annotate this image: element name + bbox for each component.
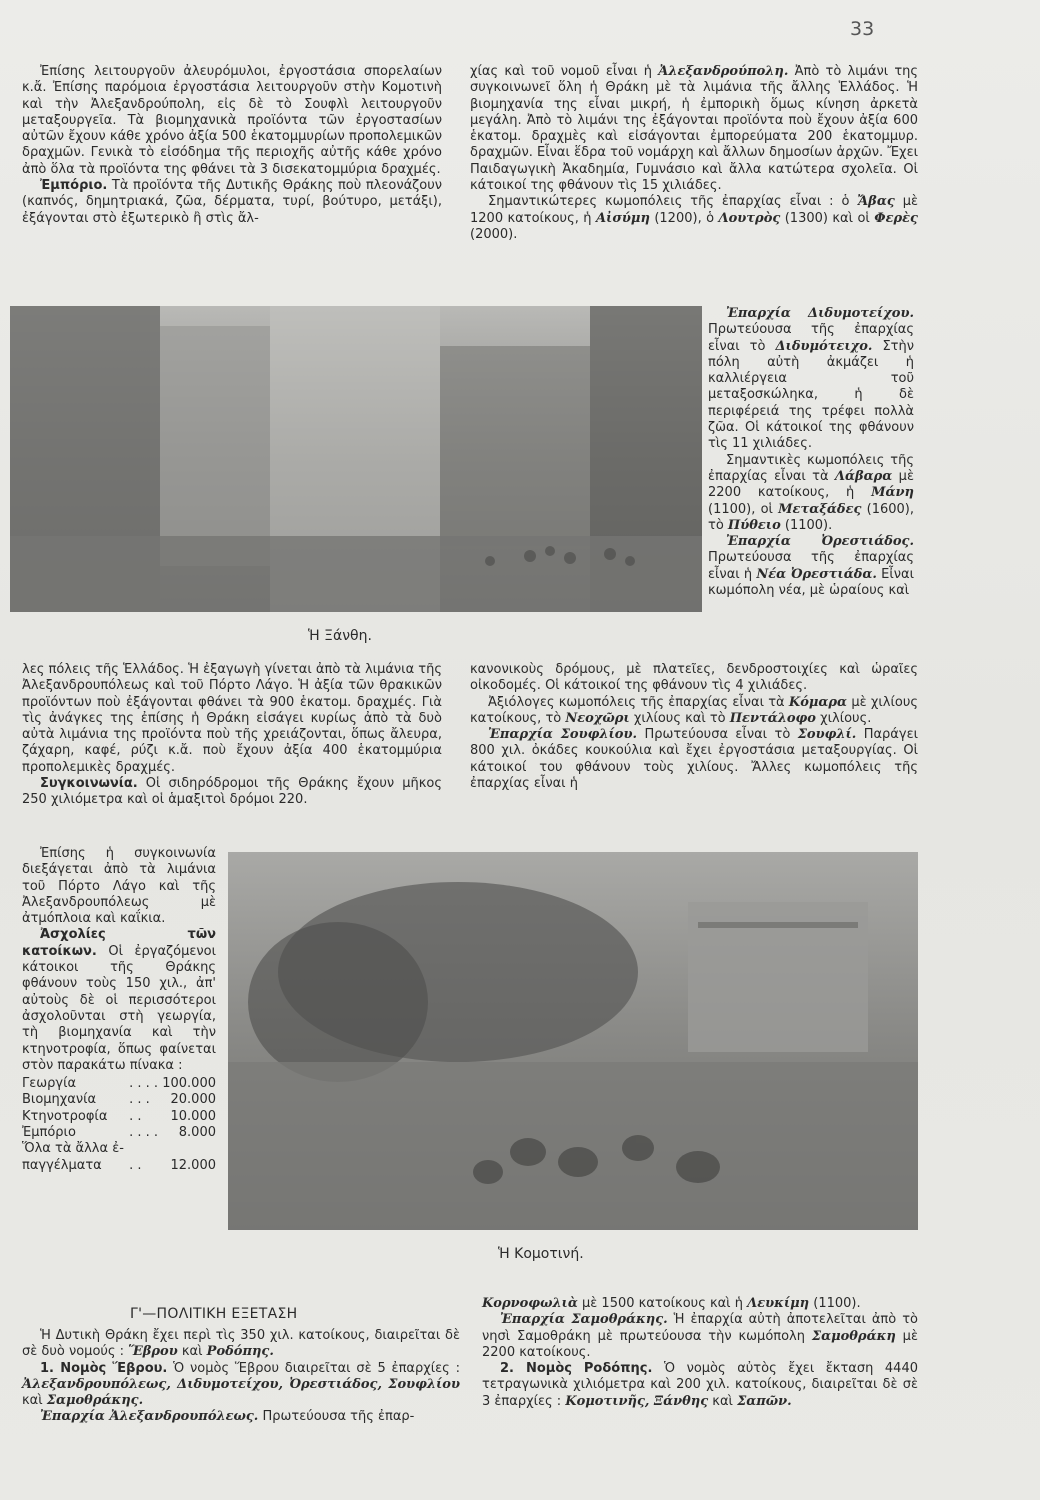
leader-dots: . . . [129,1092,150,1108]
occupation-label: παγγέλματα [22,1157,102,1173]
caption-xanthi: Ἡ Ξάνθη. [308,628,372,644]
paragraph-orestiada-towns: Ἀξιόλογες κωμοπόλεις τῆς ἐπαρχίας εἶναι τὰ Κόμαρα μὲ χιλίους κατοίκους, τὸ Νεοχῶρι χιλίους καὶ τὸ Πεντάλοφο χιλίους. [470,694,918,726]
photo-komotini [228,852,918,1230]
table-row [22,1076,216,1092]
paragraph-soufli: Ἐπαρχία Σουφλίου. Πρωτεύουσα εἶναι τὸ Σουφλί. Παράγει 800 χιλ. ὀκάδες κουκούλια καὶ ἔχει ἐργοστάσια μεταξουργίας. Οἱ κάτοικοί του φθάνουν τοὺς χιλίους. Ἄλλες κωμοπόλεις τῆς ἐπαρχίας εἶναι ἡ [470,727,918,792]
photo-xanthi [10,306,702,612]
right-top-text [470,64,918,243]
heading-asxolies: Ἀσχολίες τῶν κατοίκων. [22,927,216,959]
paragraph-orestiada-cont: κανονικοὺς δρόμους, μὲ πλατεῖες, δενδροστοιχίες καὶ ὡραῖες οἰκοδομές. Οἱ κάτοικοί της φθάνουν τὶς 4 χιλιάδες. [470,662,918,694]
paragraph-industry: Ἐπίσης λειτουργοῦν ἀλευρόμυλοι, ἐργοστάσια σπορελαίων κ.ἄ. Ἐπίσης παρόμοια ἐργοστάσια λειτουργοῦν στὴν Κομοτινὴ καὶ τὴν Ἀλεξανδρούπολη, εἰς δὲ τὸ Σουφλὶ λειτουργοῦν μεταξουργεῖα. Τὰ βιομηχανικὰ προϊόντα τῶν ἐργοστασίων αὐτῶν ἔχουν κάθε χρόνο ἀξία 500 ἑκατομμυρίων προπολεμικῶν δραχμῶν. Γενικὰ τὸ εἰσόδημα τῆς περιοχῆς αὐτῆς κάθε χρόνο ἀπὸ ὅλα τὰ προϊόντα της φθάνει τὰ 3 δισεκατομμύρια δραχμές. [22,64,442,177]
section-title: Γ'—ΠΟΛΙΤΙΚΗ ΕΞΕΤΑΣΗ [130,1306,298,1322]
occupations-table [22,1076,216,1174]
paragraph-didymoteicho: Ἐπαρχία Διδυμοτείχου. Πρωτεύουσα τῆς ἐπαρχίας εἶναι τὸ Διδυμότειχο. Στὴν πόλη αὐτὴ ἀκμάζει ἡ καλλιέργεια τοῦ μεταξοσκώληκα, ἡ δὲ περιφέρειά της τρέφει πολλὰ ζῶα. Οἱ κάτοικοί της φθάνουν τὶς 11 χιλιάδες. [708,306,914,452]
table-row [22,1158,216,1174]
paragraph-soufli-cont: Κορνοφωλιὰ μὲ 1500 κατοίκους καὶ ἡ Λευκίμη (1100). [482,1296,861,1311]
bottom-left-text [22,1328,460,1426]
leader-dots: . . [129,1108,142,1124]
table-row [22,1092,216,1108]
heading-nomos-rodopis: 2. Νομὸς Ροδόπης. [500,1361,653,1377]
occupation-count: 100.000 [162,1076,216,1092]
paragraph-alexandroupoli-eparchy: Ἐπαρχία Ἀλεξανδρουπόλεως. Πρωτεύουσα τῆς ἐπαρ- [40,1409,415,1425]
heading-samothraki: Ἐπαρχία Σαμοθράκης. [500,1312,668,1328]
leader-dots: . . . . [129,1076,159,1092]
paragraph-west-thrace: Ἡ Δυτικὴ Θράκη ἔχει περὶ τὶς 350 χιλ. κατοίκους, διαιρεῖται δὲ σὲ δυὸ νομούς : Ἕβρου καὶ Ροδόπης. [22,1328,460,1360]
heading-orestiada: Ἐπαρχία Ὀρεστιάδος. [726,534,914,550]
heading-nomos-evrou: 1. Νομὸς Ἕβρου. [40,1360,168,1376]
leader-dots: . . . . [129,1125,159,1141]
heading-soufli: Ἐπαρχία Σουφλίου. [488,727,638,743]
paragraph-commerce: Ἐμπόριο. Τὰ προϊόντα τῆς Δυτικῆς Θράκης ποὺ πλεονάζουν (καπνός, δημητριακά, ζῶα, δέρματα, τυρί, βούτυρο, μετάξι), ἐξάγονται στὸ ἐξωτερικὸ ἢ στὶς ἄλ- [22,178,442,226]
page-number: 33 [850,18,875,40]
paragraph-nomos-rodopis: 2. Νομὸς Ροδόπης. Ὁ νομὸς αὐτὸς ἔχει ἔκταση 4440 τετραγωνικὰ χιλιόμετρα καὶ 200 χιλ. κατοίκους, διαιρεῖται δὲ σὲ 3 ἐπαρχίες : Κομοτινῆς, Ξάνθης καὶ Σαπῶν. [482,1361,918,1409]
table-row [22,1125,216,1141]
occupation-count: 20.000 [170,1092,216,1108]
right-mid-text [470,662,918,792]
occupation-count: 8.000 [178,1125,216,1141]
occupation-count: 10.000 [170,1108,216,1124]
bottom-right-text [482,1296,918,1410]
occupation-count: 12.000 [170,1157,216,1173]
occupation-label: Κτηνοτροφία [22,1108,108,1124]
right-didymoteicho-text [708,306,914,599]
caption-komotini: Ἡ Κομοτινή. [498,1246,584,1262]
leader-dots [129,1141,159,1157]
left-narrow-text [22,846,216,1174]
left-top-text [22,64,442,227]
table-row [22,1141,216,1157]
occupation-label: Γεωργία [22,1076,77,1092]
paragraph-alexandroupoli: χίας καὶ τοῦ νομοῦ εἶναι ἡ Ἀλεξανδρούπολη. Ἀπὸ τὸ λιμάνι της συγκοινωνεῖ ὅλη ἡ Θράκη μὲ τὰ λιμάνια τῆς ἄλλης Ἑλλάδος. Ἡ βιομηχανία της εἶναι μικρή, ἡ ἐμπορικὴ ὅμως κίνηση ἀρκετὰ μεγάλη. Ἀπὸ τὸ λιμάνι της ἐξάγονται προϊόντα ποὺ ἔχουν ἀξία 600 ἑκατομ. δραχμὲς καὶ εἰσάγονται ἐμπορεύματα 200 ἑκατομμυρ. δραχμῶν. Εἶναι ἕδρα τοῦ νομάρχη καὶ ἄλλων δημοσίων ἀρχῶν. Ἔχει Παιδαγωγικὴ Ἀκαδημία, Γυμνάσιο καὶ ἄλλα κατώτερα σχολεῖα. Οἱ κάτοικοί της φθάνουν τὶς 15 χιλιάδες. [470,64,919,194]
paragraph-didymoteicho-towns: Σημαντικὲς κωμοπόλεις τῆς ἐπαρχίας εἶναι τὰ Λάβαρα μὲ 2200 κατοίκους, ἡ Μάνη (1100), οἱ Μεταξάδες (1600), τὸ Πύθειο (1100). [708,452,914,533]
paragraph-transport: Συγκοινωνία. Οἱ σιδηρόδρομοι τῆς Θράκης ἔχουν μῆκος 250 χιλιόμετρα καὶ οἱ ἁμαξιτοὶ δρόμοι 220. [22,776,442,808]
table-row [22,1109,216,1125]
heading-alexandroupoli: Ἐπαρχία Ἀλεξανδρουπόλεως. [40,1409,259,1425]
occupation-label: Ὅλα τὰ ἄλλα ἐ- [22,1141,124,1157]
paragraph-exports: λες πόλεις τῆς Ἑλλάδος. Ἡ ἐξαγωγὴ γίνεται ἀπὸ τὰ λιμάνια τῆς Ἀλεξανδρουπόλεως καὶ τοῦ Πόρτο Λάγο. Ἡ ἀξία τῶν θρακικῶν προϊόντων ποὺ ἐξάγονται φθάνει τὰ 900 ἑκατομ. δραχμές. Γιὰ τὶς ἀνάγκες της ἐπίσης ἡ Θράκη εἰσάγει κυρίως ἀπὸ τὰ δυὸ αὐτὰ λιμάνια της προϊόντα ποὺ τῆς χρειάζονται, ὅπως ἄλευρα, ζάχαρη, καφέ, ρύζι κ.ἄ. ποὺ ἔχουν ἀξία 400 ἑκατομμύρια προπολεμικὲς δραχμές. [22,662,442,775]
paragraph-ports: Ἐπίσης ἡ συγκοινωνία διεξάγεται ἀπὸ τὰ λιμάνια τοῦ Πόρτο Λάγο καὶ τῆς Ἀλεξανδρουπόλεως μὲ ἀτμόπλοια καὶ καΐκια. [22,846,216,927]
paragraph-nomos-evrou: 1. Νομὸς Ἕβρου. Ὁ νομὸς Ἕβρου διαιρεῖται σὲ 5 ἐπαρχίες : Ἀλεξανδρουπόλεως, Διδυμοτείχου, Ὀρεστιάδος, Σουφλίου καὶ Σαμοθράκης. [22,1360,460,1409]
paragraph-townships: Σημαντικώτερες κωμοπόλεις τῆς ἐπαρχίας εἶναι : ὁ Ἄβας μὲ 1200 κατοίκους, ἡ Αἰσύμη (1200), ὁ Λουτρὸς (1300) καὶ οἱ Φερὲς (2000). [470,194,918,242]
paragraph-samothraki: Ἐπαρχία Σαμοθράκης. Ἡ ἐπαρχία αὐτὴ ἀποτελεῖται ἀπὸ τὸ νησὶ Σαμοθράκη μὲ πρωτεύουσα τὴν κωμόπολη Σαμοθράκη μὲ 2200 κατοίκους. [482,1312,918,1360]
heading-emporio: Ἐμπόριο. [40,178,108,194]
paragraph-orestiada: Ἐπαρχία Ὀρεστιάδος. Πρωτεύουσα τῆς ἐπαρχίας εἶναι ἡ Νέα Ὀρεστιάδα. Εἶναι κωμόπολη νέα, μὲ ὡραίους καὶ [708,534,914,599]
leader-dots: . . [129,1157,142,1173]
heading-sygkoinonia: Συγκοινωνία. [40,776,138,792]
heading-didymoteicho: Ἐπαρχία Διδυμοτείχου. [726,306,914,321]
occupation-label: Ἐμπόριο [22,1125,76,1141]
occupation-label: Βιομηχανία [22,1092,97,1108]
paragraph-occupations: Ἀσχολίες τῶν κατοίκων. Οἱ ἐργαζόμενοι κάτοικοι τῆς Θράκης φθάνουν τοὺς 150 χιλ., ἀπ' αὐτοὺς δὲ οἱ περισσότεροι ἀσχολοῦνται στὴ γεωργία, τὴ βιομηχανία καὶ τὴν κτηνοτροφία, ὅπως φαίνεται στὸν παρακάτω πίνακα : [22,927,216,1073]
occupation-count [160,1141,217,1157]
mid-left-text [22,662,442,809]
